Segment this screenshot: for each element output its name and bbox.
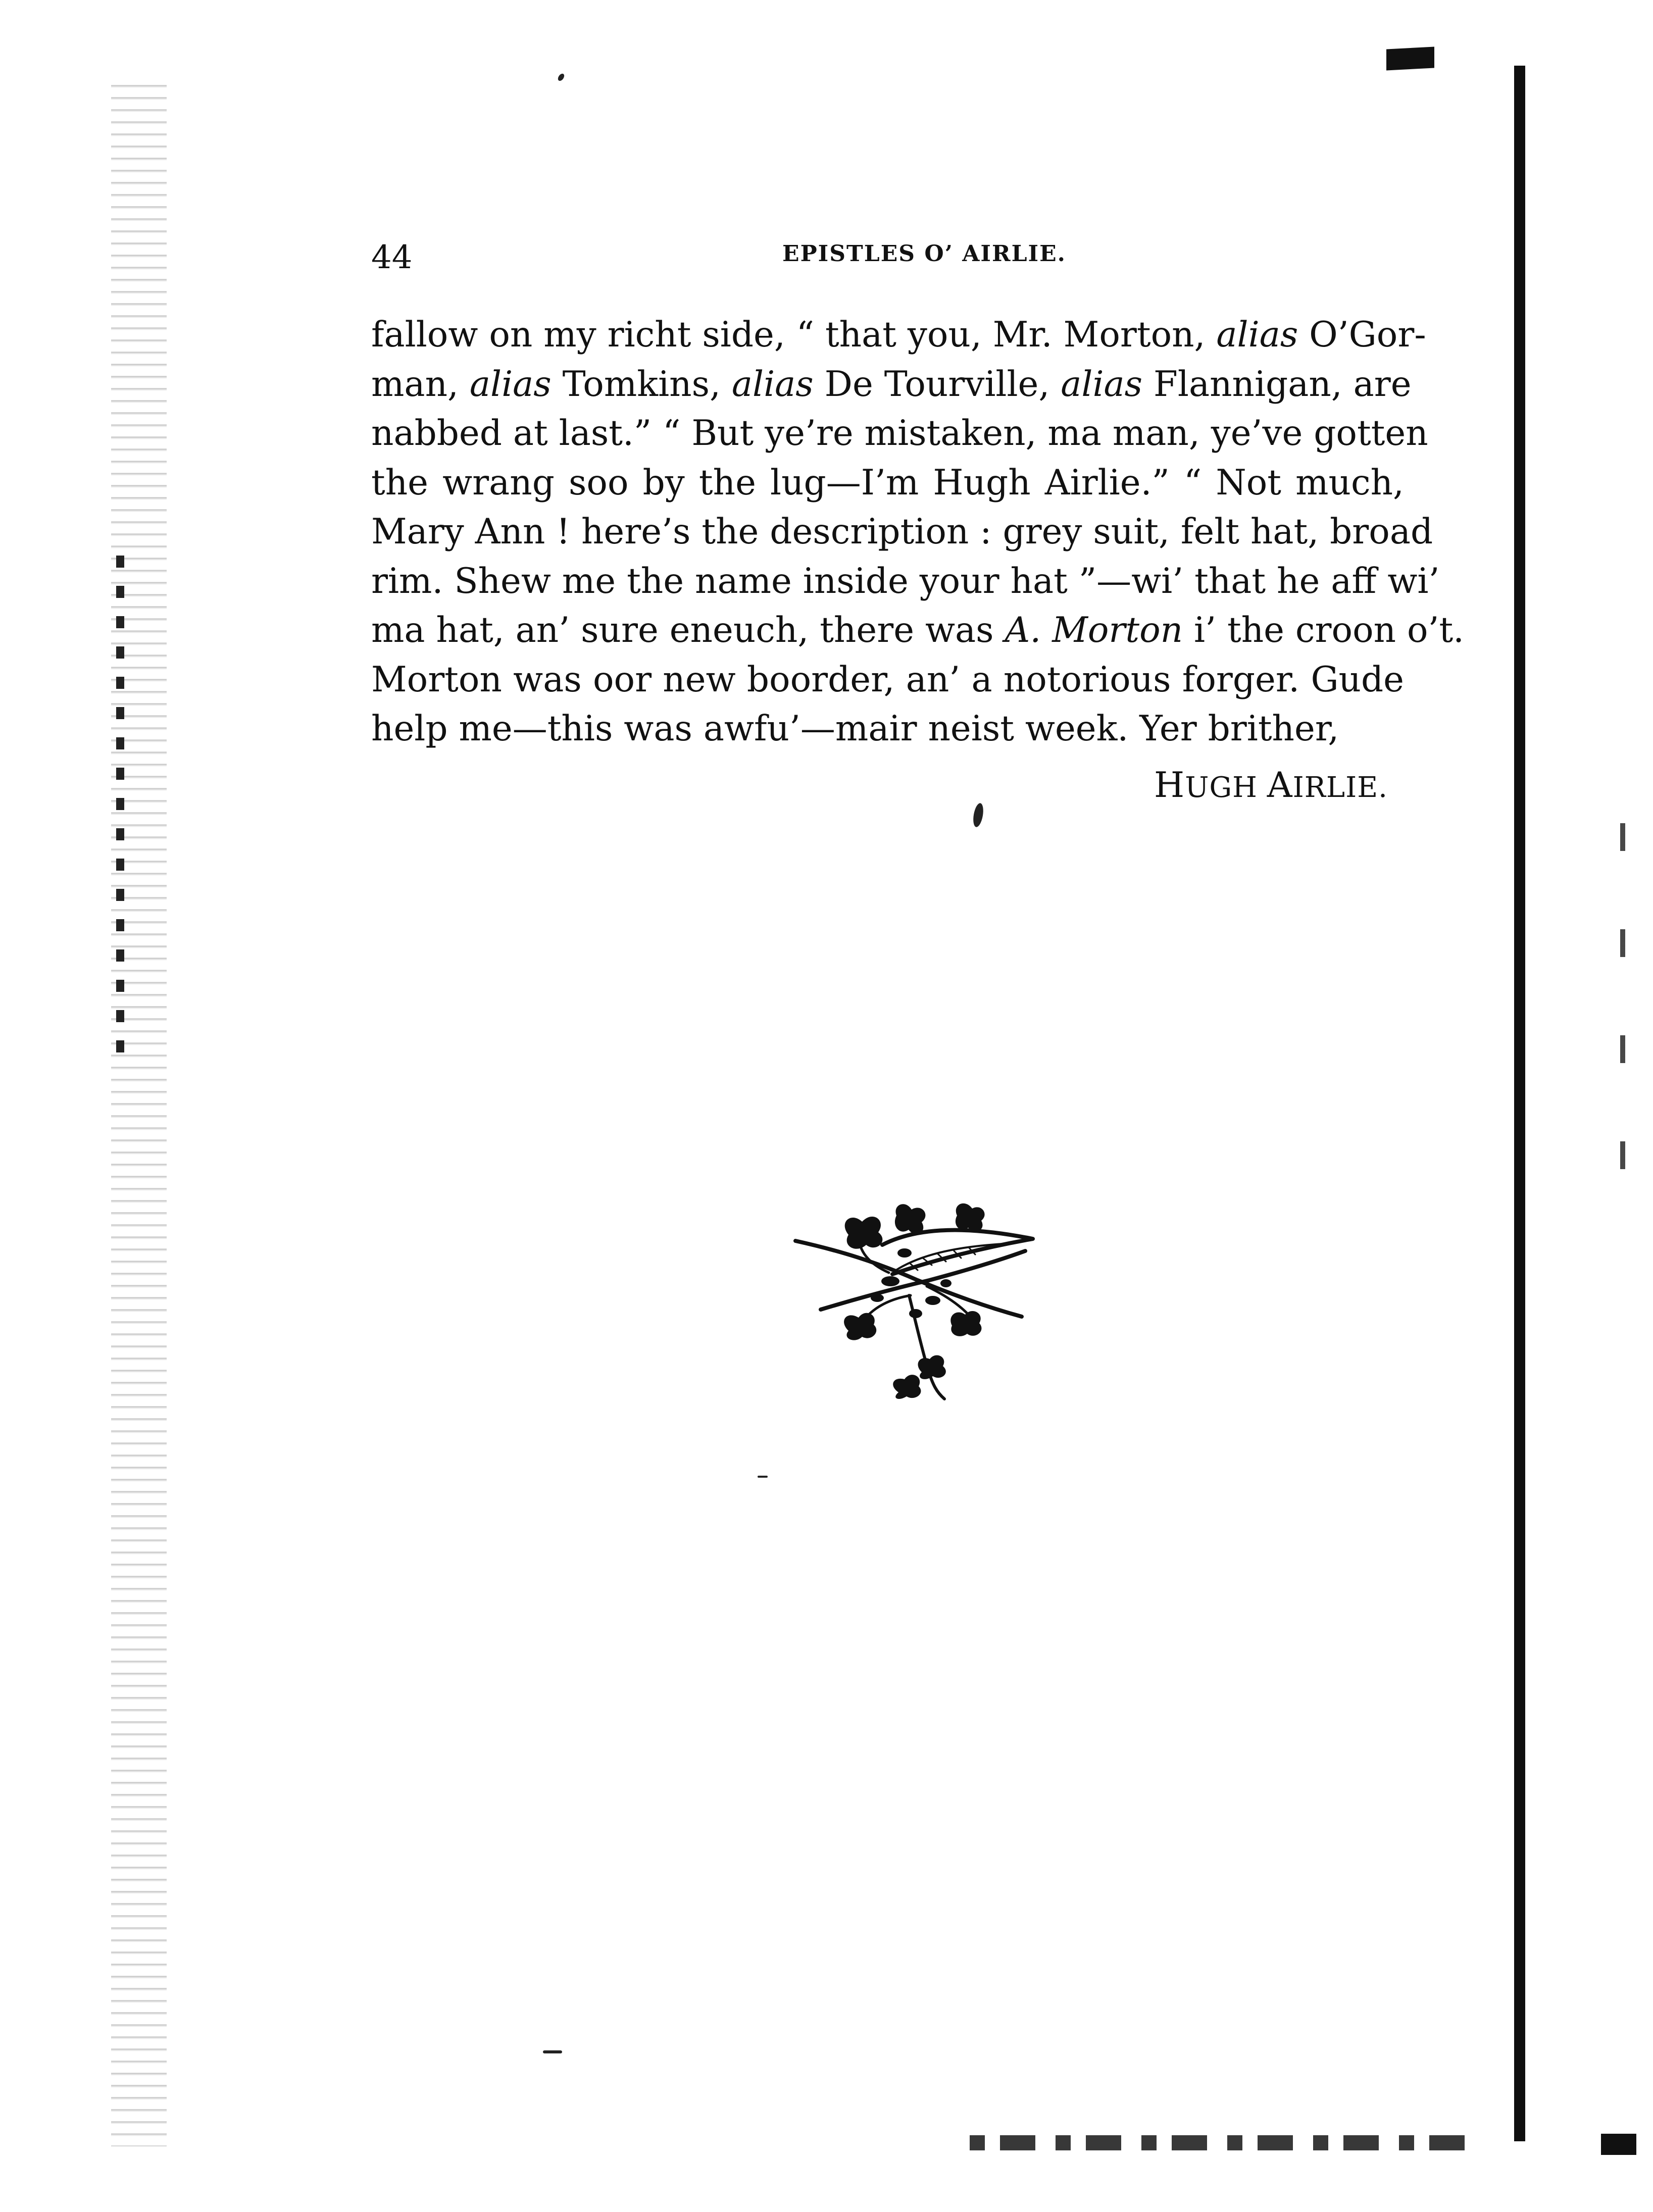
running-head: EPISTLES O’ AIRLIE. — [782, 241, 1066, 267]
ink-mark — [543, 2050, 562, 2053]
page-header — [371, 235, 1412, 280]
page-spine-rule — [1514, 66, 1525, 2141]
text-line: ma hat, an’ sure eneuch, there was A. Morton i’ the croon o’t. — [371, 610, 1465, 650]
ink-mark — [758, 1476, 768, 1478]
scan-right-ticks — [1620, 823, 1625, 1227]
scan-corner-mark — [1601, 2134, 1636, 2155]
scan-bottom-marks — [970, 2135, 1465, 2150]
text-line: man, alias Tomkins, alias De Tourville, alias Flannigan, are — [371, 364, 1412, 405]
quill-and-sword-ornament-icon — [785, 1194, 1043, 1406]
scan-left-edge — [111, 76, 167, 2146]
text-line: Mary Ann ! here’s the description : grey suit, felt hat, broad — [371, 512, 1433, 552]
page-number: 44 — [371, 239, 413, 276]
text-line: fallow on my richt side, “ that you, Mr. Morton, alias O’Gor- — [371, 315, 1426, 355]
text-line: Morton was oor new boorder, an’ a notorious forger. Gude — [371, 659, 1404, 700]
text-line: the wrang soo by the lug—I’m Hugh Airlie.” “ Not much, — [371, 462, 1404, 503]
ink-mark — [557, 73, 565, 82]
letter-body — [371, 311, 1465, 754]
ink-mark — [972, 802, 985, 828]
text-line: help me—this was awfu’—mair neist week. Yer brither, — [371, 709, 1339, 749]
scan-left-marks — [116, 556, 124, 1061]
signature: HUGH AIRLIE. — [1154, 765, 1388, 806]
text-line: nabbed at last.” “ But ye’re mistaken, ma man, ye’ve gotten — [371, 413, 1428, 454]
text-line: rim. Shew me the name inside your hat ”—wi’ that he aff wi’ — [371, 561, 1440, 601]
scan-top-mark — [1386, 47, 1434, 71]
